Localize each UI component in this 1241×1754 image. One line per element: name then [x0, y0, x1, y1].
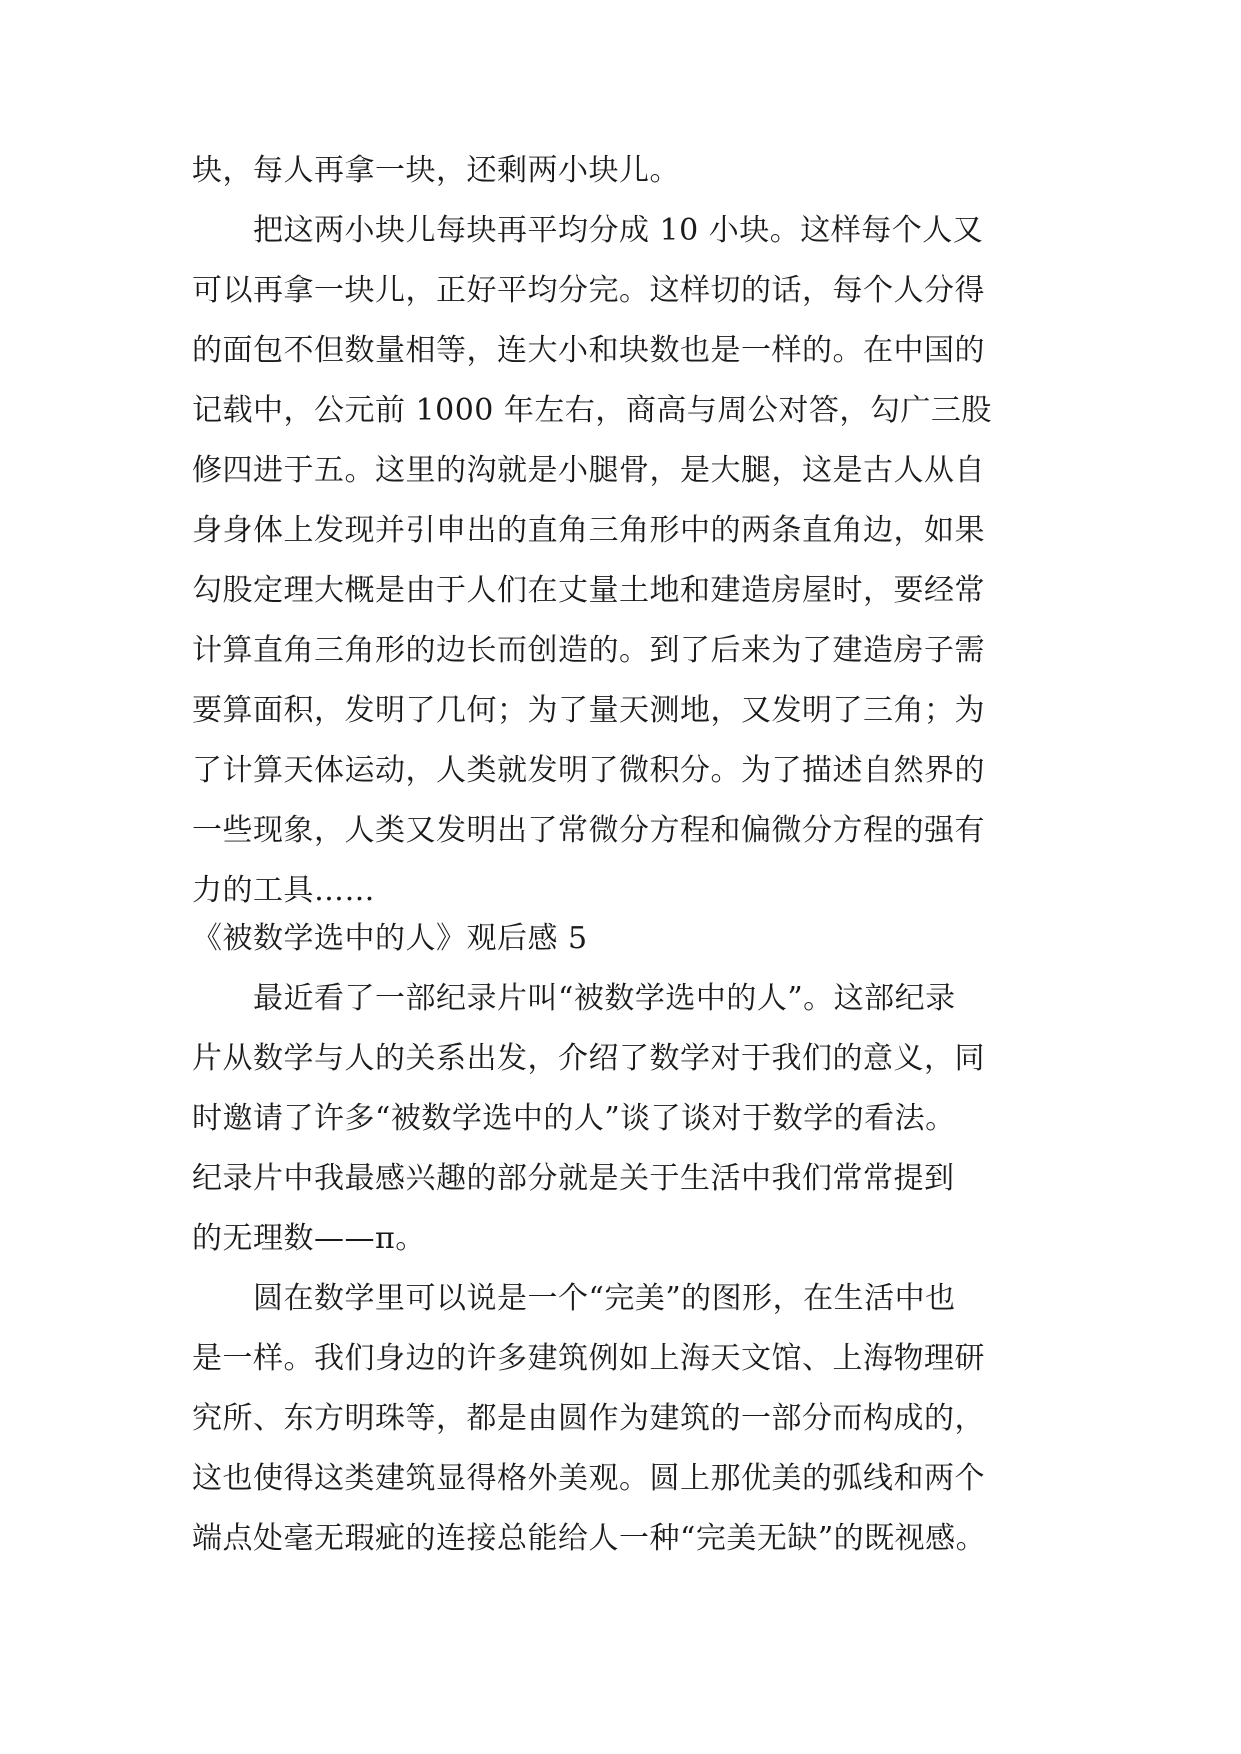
- text-line: 计算直角三角形的边长而创造的。到了后来为了建造房子需: [192, 633, 985, 668]
- text-line: 是一样。我们身边的许多建筑例如上海天文馆、上海物理研: [192, 1341, 985, 1376]
- text-line: 的面包不但数量相等，连大小和块数也是一样的。在中国的: [192, 333, 985, 368]
- text-line: 身身体上发现并引申出的直角三角形中的两条直角边，如果: [192, 513, 985, 548]
- text-line: 一些现象，人类又发明出了常微分方程和偏微分方程的强有: [192, 813, 985, 848]
- text-line: 修四进于五。这里的沟就是小腿骨，是大腿，这是古人从自: [192, 453, 985, 488]
- text-line: 的无理数——π。: [192, 1221, 426, 1256]
- text-line: 块，每人再拿一块，还剩两小块儿。: [192, 153, 680, 188]
- paragraph-line: 圆在数学里可以说是一个“完美”的图形，在生活中也: [192, 1281, 956, 1316]
- text-line: 端点处毫无瑕疵的连接总能给人一种“完美无缺”的既视感。: [192, 1521, 987, 1556]
- text-line: 要算面积，发明了几何；为了量天测地，又发明了三角；为: [192, 693, 985, 728]
- text-line: 力的工具……: [192, 873, 375, 908]
- paragraph-line: 最近看了一部纪录片叫“被数学选中的人”。这部纪录: [192, 981, 956, 1016]
- text-line: 片从数学与人的关系出发，介绍了数学对于我们的意义，同: [192, 1041, 985, 1076]
- text-line: 记载中，公元前 1000 年左右，商高与周公对答，勾广三股: [192, 393, 992, 428]
- text-line: 时邀请了许多“被数学选中的人”谈了谈对于数学的看法。: [192, 1101, 956, 1136]
- text-line: 了计算天体运动，人类就发明了微积分。为了描述自然界的: [192, 753, 985, 788]
- paragraph-line: 把这两小块儿每块再平均分成 10 小块。这样每个人又: [192, 213, 984, 248]
- section-heading: 《被数学选中的人》观后感 5: [192, 921, 588, 956]
- text-line: 纪录片中我最感兴趣的部分就是关于生活中我们常常提到: [192, 1161, 955, 1196]
- text-line: 这也使得这类建筑显得格外美观。圆上那优美的弧线和两个: [192, 1461, 985, 1496]
- text-line: 可以再拿一块儿，正好平均分完。这样切的话，每个人分得: [192, 273, 985, 308]
- text-line: 究所、东方明珠等，都是由圆作为建筑的一部分而构成的，: [192, 1401, 985, 1436]
- text-line: 勾股定理大概是由于人们在丈量土地和建造房屋时，要经常: [192, 573, 985, 608]
